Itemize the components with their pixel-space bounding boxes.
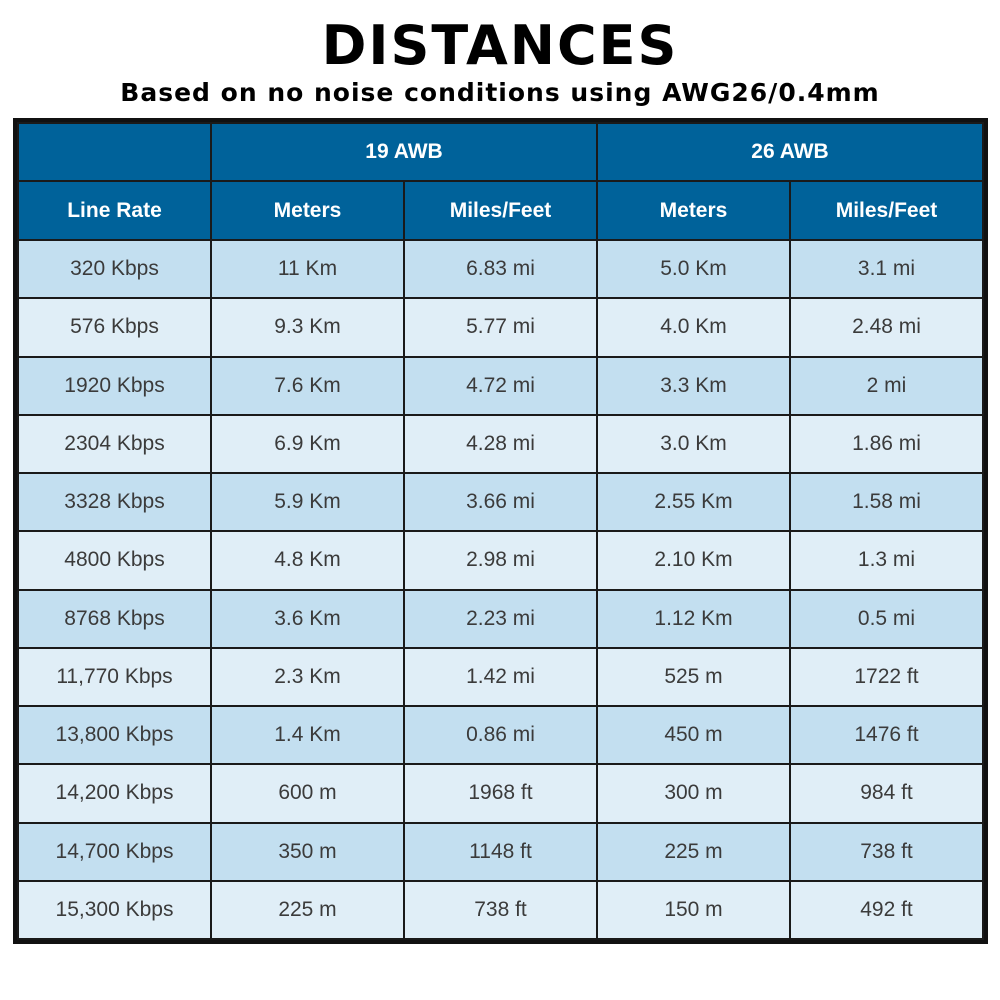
table-row [18,531,983,589]
cell-19-meters: 4.8 Km [211,531,404,589]
cell-19-miles-feet: 1968 ft [404,764,597,822]
table-row [18,881,983,939]
cell-19-miles-feet: 1.42 mi [404,648,597,706]
cell-26-meters: 1.12 Km [597,590,790,648]
cell-19-miles-feet: 4.72 mi [404,357,597,415]
cell-19-meters: 1.4 Km [211,706,404,764]
cell-19-miles-feet: 4.28 mi [404,415,597,473]
cell-19-meters: 9.3 Km [211,298,404,356]
cell-26-miles-feet: 1476 ft [790,706,983,764]
column-header-19-miles-feet: Miles/Feet [404,181,597,240]
group-header-row [18,123,983,181]
cell-19-meters: 350 m [211,823,404,881]
cell-19-meters: 2.3 Km [211,648,404,706]
cell-line-rate: 3328 Kbps [18,473,211,531]
table-row [18,473,983,531]
cell-26-miles-feet: 0.5 mi [790,590,983,648]
group-header-empty [18,123,211,181]
cell-19-miles-feet: 2.23 mi [404,590,597,648]
table-row [18,415,983,473]
cell-26-miles-feet: 1.3 mi [790,531,983,589]
cell-26-meters: 3.0 Km [597,415,790,473]
column-header-line-rate: Line Rate [18,181,211,240]
cell-26-miles-feet: 2 mi [790,357,983,415]
cell-26-miles-feet: 1.86 mi [790,415,983,473]
cell-19-miles-feet: 0.86 mi [404,706,597,764]
cell-19-miles-feet: 3.66 mi [404,473,597,531]
cell-26-meters: 5.0 Km [597,240,790,298]
column-header-26-miles-feet: Miles/Feet [790,181,983,240]
cell-19-meters: 11 Km [211,240,404,298]
cell-19-miles-feet: 5.77 mi [404,298,597,356]
cell-line-rate: 14,700 Kbps [18,823,211,881]
cell-26-miles-feet: 3.1 mi [790,240,983,298]
cell-line-rate: 576 Kbps [18,298,211,356]
cell-26-meters: 3.3 Km [597,357,790,415]
group-header-19-awb: 19 AWB [211,123,597,181]
distance-table-container [13,118,988,944]
cell-19-meters: 600 m [211,764,404,822]
cell-26-meters: 150 m [597,881,790,939]
cell-26-meters: 2.10 Km [597,531,790,589]
cell-19-miles-feet: 738 ft [404,881,597,939]
cell-19-meters: 225 m [211,881,404,939]
cell-line-rate: 11,770 Kbps [18,648,211,706]
cell-line-rate: 15,300 Kbps [18,881,211,939]
page-title: DISTANCES [321,14,679,77]
cell-19-miles-feet: 1148 ft [404,823,597,881]
cell-19-miles-feet: 2.98 mi [404,531,597,589]
table-row [18,590,983,648]
cell-26-miles-feet: 738 ft [790,823,983,881]
cell-19-meters: 6.9 Km [211,415,404,473]
cell-26-miles-feet: 2.48 mi [790,298,983,356]
table-row [18,823,983,881]
cell-line-rate: 1920 Kbps [18,357,211,415]
column-header-19-meters: Meters [211,181,404,240]
cell-line-rate: 13,800 Kbps [18,706,211,764]
cell-26-miles-feet: 984 ft [790,764,983,822]
table-row [18,240,983,298]
cell-line-rate: 14,200 Kbps [18,764,211,822]
column-header-26-meters: Meters [597,181,790,240]
distance-table [17,122,984,940]
cell-19-meters: 7.6 Km [211,357,404,415]
cell-26-meters: 2.55 Km [597,473,790,531]
cell-line-rate: 8768 Kbps [18,590,211,648]
cell-26-miles-feet: 1722 ft [790,648,983,706]
table-row [18,298,983,356]
cell-19-meters: 5.9 Km [211,473,404,531]
cell-26-miles-feet: 1.58 mi [790,473,983,531]
table-row [18,764,983,822]
table-row [18,648,983,706]
cell-26-meters: 225 m [597,823,790,881]
table-row [18,357,983,415]
table-row [18,706,983,764]
cell-line-rate: 2304 Kbps [18,415,211,473]
table-body [18,240,983,939]
cell-line-rate: 4800 Kbps [18,531,211,589]
column-header-row [18,181,983,240]
cell-26-miles-feet: 492 ft [790,881,983,939]
cell-26-meters: 300 m [597,764,790,822]
cell-19-miles-feet: 6.83 mi [404,240,597,298]
cell-line-rate: 320 Kbps [18,240,211,298]
cell-26-meters: 4.0 Km [597,298,790,356]
cell-26-meters: 450 m [597,706,790,764]
group-header-26-awb: 26 AWB [597,123,983,181]
cell-19-meters: 3.6 Km [211,590,404,648]
cell-26-meters: 525 m [597,648,790,706]
page-subtitle: Based on no noise conditions using AWG26/0.4mm [120,78,880,107]
